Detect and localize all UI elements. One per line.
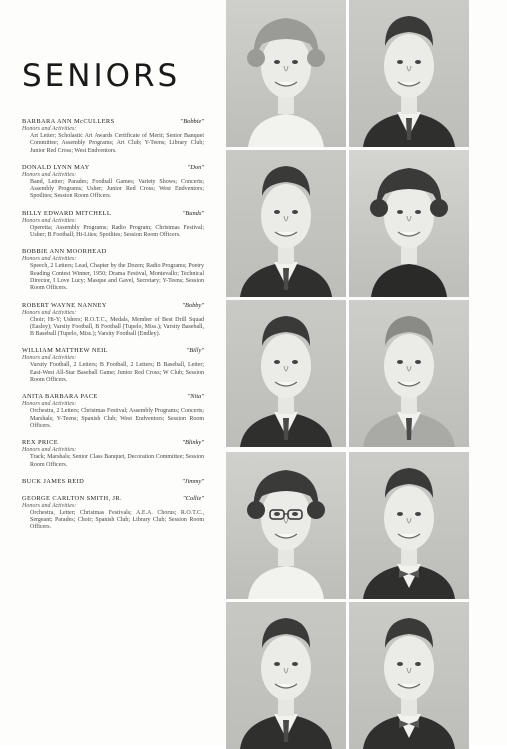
honors-text: Varsity Football, 2 Letters; B Football, 2 Letters; B Baseball, Letter; East-West All-Star Baseball Game; Junior Red Cross; W Club; Session Room Officers. xyxy=(30,362,204,384)
senior-portrait xyxy=(349,0,469,147)
senior-entry xyxy=(22,164,204,201)
senior-name-row xyxy=(22,118,204,126)
senior-name-row xyxy=(22,248,204,256)
senior-nickname: "Don" xyxy=(187,163,204,171)
senior-name: REX PRICE xyxy=(22,439,59,447)
honors-text: Orchestra, Letter; Christmas Festivals; A.E.A. Chorus; R.O.T.C., Sergeant; Parades; Choir; Spanish Club; Library Club; Session Room Officers. xyxy=(30,509,204,531)
honors-label: Honors and Activities: xyxy=(22,171,77,178)
senior-nickname: "Bobby" xyxy=(182,301,204,309)
senior-entry xyxy=(22,347,204,384)
senior-entry xyxy=(22,210,204,240)
senior-portrait xyxy=(226,0,346,147)
senior-entry xyxy=(22,439,204,469)
senior-name: WILLIAM MATTHEW NEIL xyxy=(22,347,108,355)
senior-entry xyxy=(22,495,204,532)
senior-nickname: "Nita" xyxy=(187,393,204,401)
honors-label: Honors and Activities: xyxy=(22,447,77,454)
senior-name-row xyxy=(22,347,204,355)
senior-name: ROBERT WAYNE NANNEY xyxy=(22,301,107,309)
senior-name: GEORGE CARLTON SMITH, JR. xyxy=(22,494,123,502)
senior-portrait xyxy=(349,150,469,297)
senior-entry xyxy=(22,248,204,292)
honors-text: Speech, 2 Letters; Lead, Chapter by the Dozen; Radio Programs; Poetry Reading Contest Winner, 1950; Drama Festival, Montevallo; Technical Director, I Love Lucy; Masque and Gavel, Secretary; Y-Teens; Session Room Officers. xyxy=(30,263,204,292)
senior-portrait xyxy=(349,602,469,749)
honors-text: Operetta; Assembly Programs; Radio Program; Christmas Festival; Usher; B Football; Hi-Lites; Spotlites; Session Room Officers. xyxy=(30,224,204,239)
senior-name: BARBARA ANN McCULLERS xyxy=(22,118,115,125)
honors-text: Choir; Hi-Y; Ushers; R.O.T.C., Medals, Member of Best Drill Squad (Easley); Varsity Football, B Football (Tupelo, Miss.); Varsity Baseball, B Baseball (Tupelo, Miss.); Varsity Football (Endley). xyxy=(30,316,204,338)
senior-name-row xyxy=(22,439,204,447)
senior-list xyxy=(22,118,204,541)
senior-name-row xyxy=(22,302,204,310)
honors-text: Art Letter; Scholastic Art Awards Certificate of Merit; Senior Banquet Committee; Assembly Programs; Art Club; Y-Teens; Library Club; Junior Red Cross; West Endventors. xyxy=(30,133,204,154)
honors-label: Honors and Activities: xyxy=(22,309,77,316)
honors-label: Honors and Activities: xyxy=(22,502,77,509)
page-title: SENIORS xyxy=(22,58,181,94)
senior-name-row xyxy=(22,478,204,486)
senior-entry xyxy=(22,393,204,430)
senior-portrait xyxy=(349,452,469,599)
senior-name-row xyxy=(22,210,204,218)
senior-name-row xyxy=(22,495,204,503)
senior-name: BUCK JAMES REID xyxy=(22,477,85,485)
senior-nickname: "Billy" xyxy=(186,347,204,355)
senior-name-row xyxy=(22,164,204,172)
senior-nickname: "Jimmy" xyxy=(181,477,204,485)
portrait-grid xyxy=(226,0,472,746)
senior-nickname: "Blinky" xyxy=(182,439,204,447)
senior-nickname: "Bunds" xyxy=(182,209,204,217)
honors-label: Honors and Activities: xyxy=(22,401,77,408)
senior-name: BOBBIE ANN MOORHEAD xyxy=(22,248,107,256)
senior-name: BILLY EDWARD MITCHELL xyxy=(22,209,112,217)
honors-label: Honors and Activities: xyxy=(22,217,77,224)
honors-label: Honors and Activities: xyxy=(22,126,77,132)
senior-name: DONALD LYNN MAY xyxy=(22,163,90,171)
senior-nickname: "Collie" xyxy=(183,494,204,502)
honors-text: Band, Letter; Parades; Football Games; Variety Shows; Concerts; Assembly Programs; Usher; Junior Red Cross; West Endventors; Spotlites; Session Room Officers. xyxy=(30,178,204,200)
senior-nickname: "Bobbie" xyxy=(180,118,204,125)
senior-entry xyxy=(22,302,204,339)
senior-portrait xyxy=(226,602,346,749)
senior-entry xyxy=(22,478,204,486)
senior-entry xyxy=(22,118,204,155)
senior-name: ANITA BARBARA PACE xyxy=(22,393,98,401)
honors-text: Orchestra, 2 Letters; Christmas Festival; Assembly Programs; Concerts; Marshals; Y-Teens; Spanish Club; West Endventors; Session Room Officers. xyxy=(30,408,204,429)
senior-name-row xyxy=(22,393,204,401)
senior-portrait xyxy=(349,300,469,447)
senior-portrait xyxy=(226,150,346,297)
honors-label: Honors and Activities: xyxy=(22,256,77,263)
senior-portrait xyxy=(226,300,346,447)
honors-text: Track; Marshals; Senior Class Banquet, Decoration Committee; Session Room Officers. xyxy=(30,454,204,468)
honors-label: Honors and Activities: xyxy=(22,355,77,362)
senior-portrait xyxy=(226,452,346,599)
